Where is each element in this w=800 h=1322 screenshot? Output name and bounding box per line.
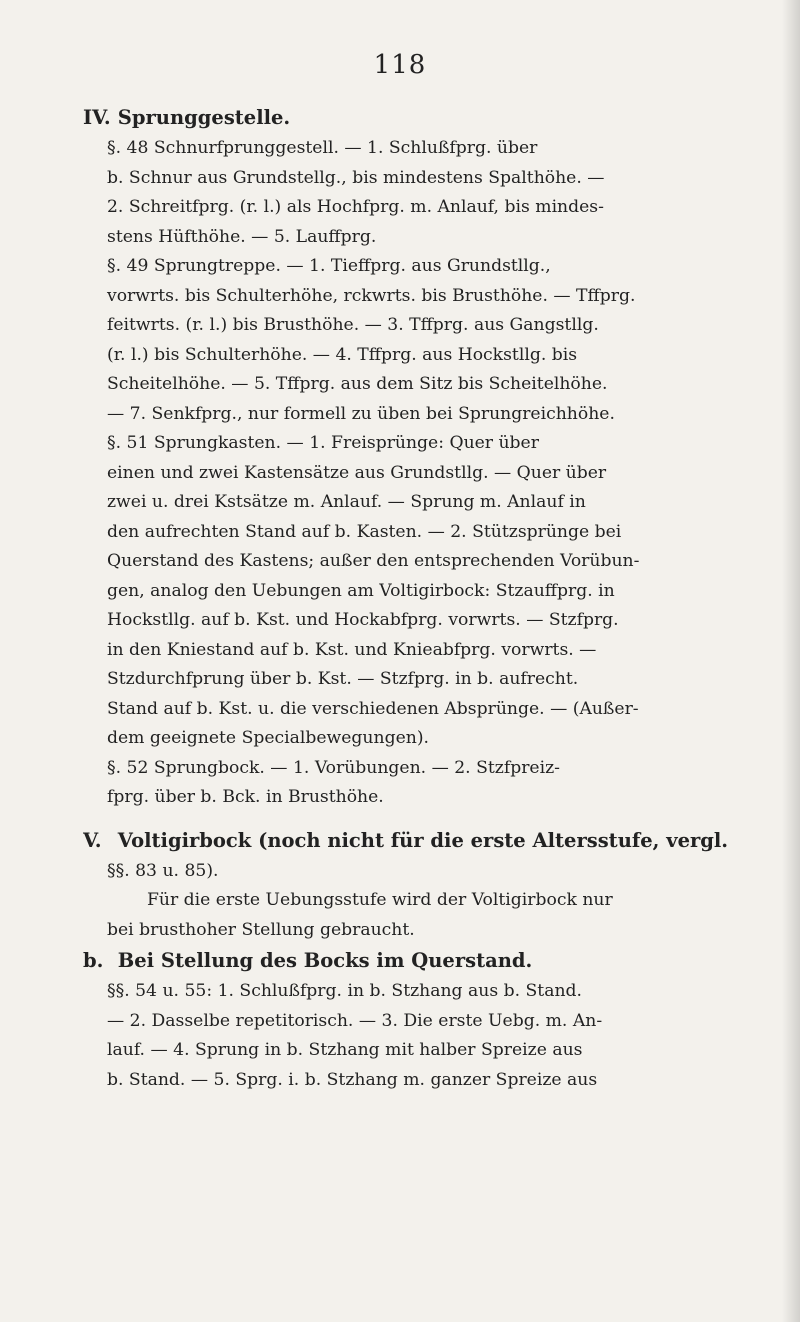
text-line: den aufrechten Stand auf b. Kasten. — 2. Stützsprünge bei (107, 521, 622, 542)
text-line: — 7. Senkfprg., nur formell zu üben bei Sprungreichhöhe. (107, 403, 615, 424)
text-line: Querstand des Kastens; außer den entsprechenden Vorübun- (107, 551, 640, 571)
text-line: b. Schnur aus Grundstellg., bis mindestens Spalthöhe. — (107, 167, 605, 188)
text-line: §. 48 Schnurfprunggestell. — 1. Schlußfprg. über (107, 138, 538, 158)
text-line: vorwrts. bis Schulterhöhe, rckwrts. bis Brusthöhe. — Tffprg. (107, 285, 636, 306)
text-line: §. 52 Sprungbock. — 1. Vorübungen. — 2. Stzfpreiz- (107, 757, 560, 778)
text-line: Scheitelhöhe. — 5. Tffprg. aus dem Sitz bis Scheitelhöhe. (107, 374, 608, 394)
page-text (83, 102, 773, 1095)
text-line: Für die erste Uebungsstufe wird der Voltigirbock nur (147, 890, 613, 910)
text-line: in den Kniestand auf b. Kst. und Knieabfprg. vorwrts. — (107, 639, 597, 660)
subsection-b-title: Bei Stellung des Bocks im Querstand. (117, 949, 533, 972)
text-line: Hockstllg. auf b. Kst. und Hockabfprg. vorwrts. — Stzfprg. (107, 610, 619, 630)
text-line: lauf. — 4. Sprung in b. Stzhang mit halber Spreize aus (107, 1040, 583, 1060)
text-line: gen, analog den Uebungen am Voltigirbock: Stzauffprg. in (107, 580, 615, 601)
section-iv-title: Sprunggestelle. (117, 106, 291, 129)
text-line: stens Hüfthöhe. — 5. Lauffprg. (107, 226, 377, 247)
text-line: (r. l.) bis Schulterhöhe. — 4. Tffprg. aus Hockstllg. bis (107, 344, 578, 365)
text-line: dem geeignete Specialbewegungen). (107, 728, 429, 748)
section-v-title: Voltigirbock (noch nicht für die erste Altersstufe, vergl. (117, 828, 729, 852)
text-line: feitwrts. (r. l.) bis Brusthöhe. — 3. Tffprg. aus Gangstllg. (107, 315, 599, 335)
text-line: Stand auf b. Kst. u. die verschiedenen Absprünge. — (Außer- (107, 698, 639, 719)
page-edge-shadow (782, 0, 800, 1322)
text-line: — 2. Dasselbe repetitorisch. — 3. Die erste Uebg. m. An- (107, 1010, 603, 1031)
section-iv-heading (83, 102, 773, 134)
text-line: 2. Schreitfprg. (r. l.) als Hochfprg. m. Anlauf, bis mindes- (107, 197, 604, 217)
subsection-b-heading (83, 945, 773, 977)
text-line: bei brusthoher Stellung gebraucht. (107, 919, 415, 940)
section-v-heading (83, 825, 773, 857)
text-line: b. Stand. — 5. Sprg. i. b. Stzhang m. ganzer Spreize aus (107, 1069, 598, 1090)
section-v-title-continuation: §§. 83 u. 85). (107, 860, 219, 881)
section-v-number: V. (83, 828, 102, 852)
section-spacer (83, 813, 773, 825)
text-line: §. 49 Sprungtreppe. — 1. Tieffprg. aus Grundstllg., (107, 256, 551, 276)
section-iv-number: IV. (83, 106, 111, 129)
text-line: §§. 54 u. 55: 1. Schlußfprg. in b. Stzhang aus b. Stand. (107, 981, 582, 1001)
page-number: 118 (373, 50, 427, 80)
text-line: §. 51 Sprungkasten. — 1. Freisprünge: Quer über (107, 433, 539, 453)
text-line: Stzdurchfprung über b. Kst. — Stzfprg. in b. aufrecht. (107, 669, 579, 689)
text-line: fprg. über b. Bck. in Brusthöhe. (107, 787, 384, 807)
text-line: zwei u. drei Kstsätze m. Anlauf. — Sprung m. Anlauf in (107, 492, 586, 512)
text-line: einen und zwei Kastensätze aus Grundstllg. — Quer über (107, 462, 607, 483)
subsection-b-number: b. (83, 949, 104, 972)
